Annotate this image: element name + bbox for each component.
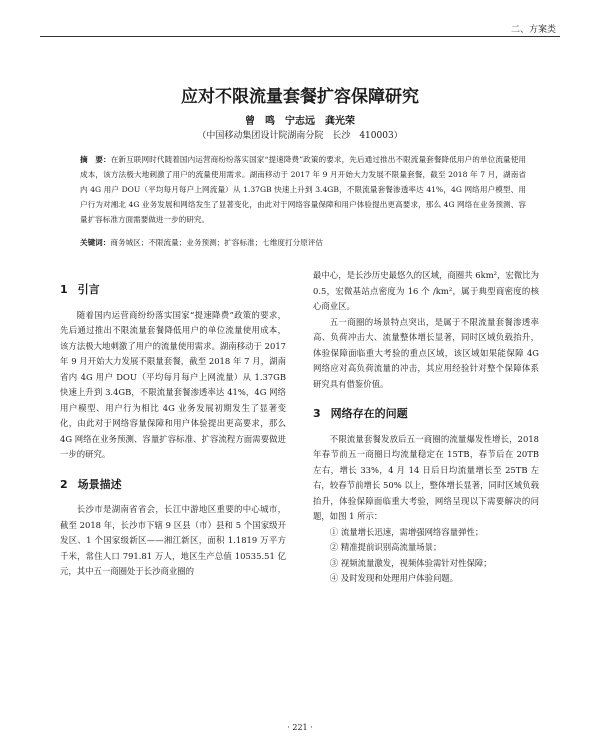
page-number: · 221 · bbox=[287, 723, 313, 732]
keywords-label: 关键词： bbox=[80, 238, 111, 247]
authors: 曾 鸣 宁志远 龚光荣 bbox=[245, 116, 355, 127]
abstract-label: 摘 要： bbox=[80, 155, 111, 164]
section-3-number: 3 bbox=[313, 407, 321, 420]
section-1-heading bbox=[60, 282, 286, 298]
section-1-paragraph: 随着国内运营商纷纷落实国家“提速降费”政策的要求，先后通过推出不限流量套餐降低用户的单位流量使用成本，该方法极大地刺激了用户的流量使用需求。湖南移动于 2017 年 9 月开始大力发展不限量套餐，截至 2018 年 7 月，湖南省内 4G 用户 DOU（平均每月每户上网流量）从 1.37GB 快速上升到 3.4GB，不限流量套餐渗透率达 41%，4G 网络用户模型、用户行为相比 4G 业务发展初期发生了显著变化，由此对于网络容量保障和用户体验提出更高要求，那么 4G 网络在业务预测、容量扩容标准、扩容流程方面需要做进一步的研究。 bbox=[60, 309, 286, 459]
header-section-tag: 二、方案类 bbox=[510, 25, 556, 35]
section-1-title: 引言 bbox=[77, 283, 100, 296]
section-3-title: 网络存在的问题 bbox=[330, 407, 408, 420]
section-2-number: 2 bbox=[60, 477, 68, 491]
abstract-text: 在新互联网时代随着国内运营商纷纷落实国家“提速降费”政策的要求，先后通过推出不限流量套餐降低用户的单位流量使用成本，该方法极大地刺激了用户的流量使用需求。湖南移动于 2017 年 9 月开始大力发展不限量套餐，截至 2018 年 7 月，湖南省内 4G 用户 DOU（平均每月每户上网流量）从 1.37GB 快速上升到 3.4GB，不限流量套餐渗透率达 41%，4G 网络用户模型、用户行为对湘北 4G 业务发展和网络发生了显著变化，由此对于网络容量保障和用户体验提出更高要求，那么 4G 网络在业务预测、容量扩容标准方面需要做进一步的研究。 bbox=[80, 155, 526, 224]
problem-item-1: ① 流量增长迅速，需增强网络容量弹性； bbox=[329, 526, 484, 537]
problem-item-4: ④ 及时发现和处理用户体验问题。 bbox=[329, 573, 459, 583]
keywords-text: 商务城区；不限流量；业务预测；扩容标准；七维度打分原评估 bbox=[110, 238, 323, 247]
section-2-heading bbox=[60, 477, 286, 493]
paper-title: 应对不限流量套餐扩容保障研究 bbox=[181, 87, 419, 107]
section-2-continued: 最中心，是长沙历史最悠久的区域，商圈共 6km²，宏微比为 0.5，宏微基站点密度为 16 个 /km²，属于典型商密度的核心商业区。 bbox=[313, 270, 539, 311]
keywords bbox=[80, 237, 526, 249]
section-2-paragraph: 长沙市是湖南省省会，长江中游地区重要的中心城市，截至 2018 年，长沙市下辖 9 区县（市）县和 5 个国家级开发区、1 个国家级新区——湘江新区，面积 1.1819 万平方千米，常住人口 791.81 万人，地区生产总值 10535.51 亿元，其中五一商圈处于长沙商业圈的 bbox=[60, 504, 286, 576]
problem-item-2: ② 精准提前识别高流量场景； bbox=[329, 542, 442, 552]
abstract bbox=[80, 152, 526, 227]
right-column bbox=[313, 268, 539, 587]
problem-item-3: ③ 视频流量激发，视频体验需针对性保障； bbox=[329, 557, 492, 568]
section-1-number: 1 bbox=[60, 283, 68, 296]
header-divider bbox=[40, 36, 560, 37]
section-2-paragraph-2: 五一商圈的场景特点突出，是属于不限流量套餐渗透率高、负荷冲击大、流量整体增长显著，同时区域负载抬升，体验保障面临重大考验的重点区域，该区域如果能保障 4G 网络应对高负荷流量的冲击，其应用经验针对整个保障体系研究具有借鉴价值。 bbox=[313, 316, 539, 389]
left-column bbox=[60, 268, 286, 580]
section-3-paragraph: 不限流量套餐发放后五一商圈的流量爆发性增长，2018 年春节前五一商圈日均流量稳定在 15TB，春节后在 20TB 左右，增长 33%，4 月 14 日后日均流量增长至 25TB 左右，较春节前增长 50% 以上，整体增长显著，同时区域负载抬升，体验保障面临重大考验，网络呈现以下需要解决的问题，如图 1 所示： bbox=[313, 433, 539, 521]
section-3-heading bbox=[313, 406, 539, 422]
section-2-title: 场景描述 bbox=[77, 477, 122, 491]
affiliation: （中国移动集团设计院湖南分院 长沙 410003） bbox=[197, 131, 403, 141]
